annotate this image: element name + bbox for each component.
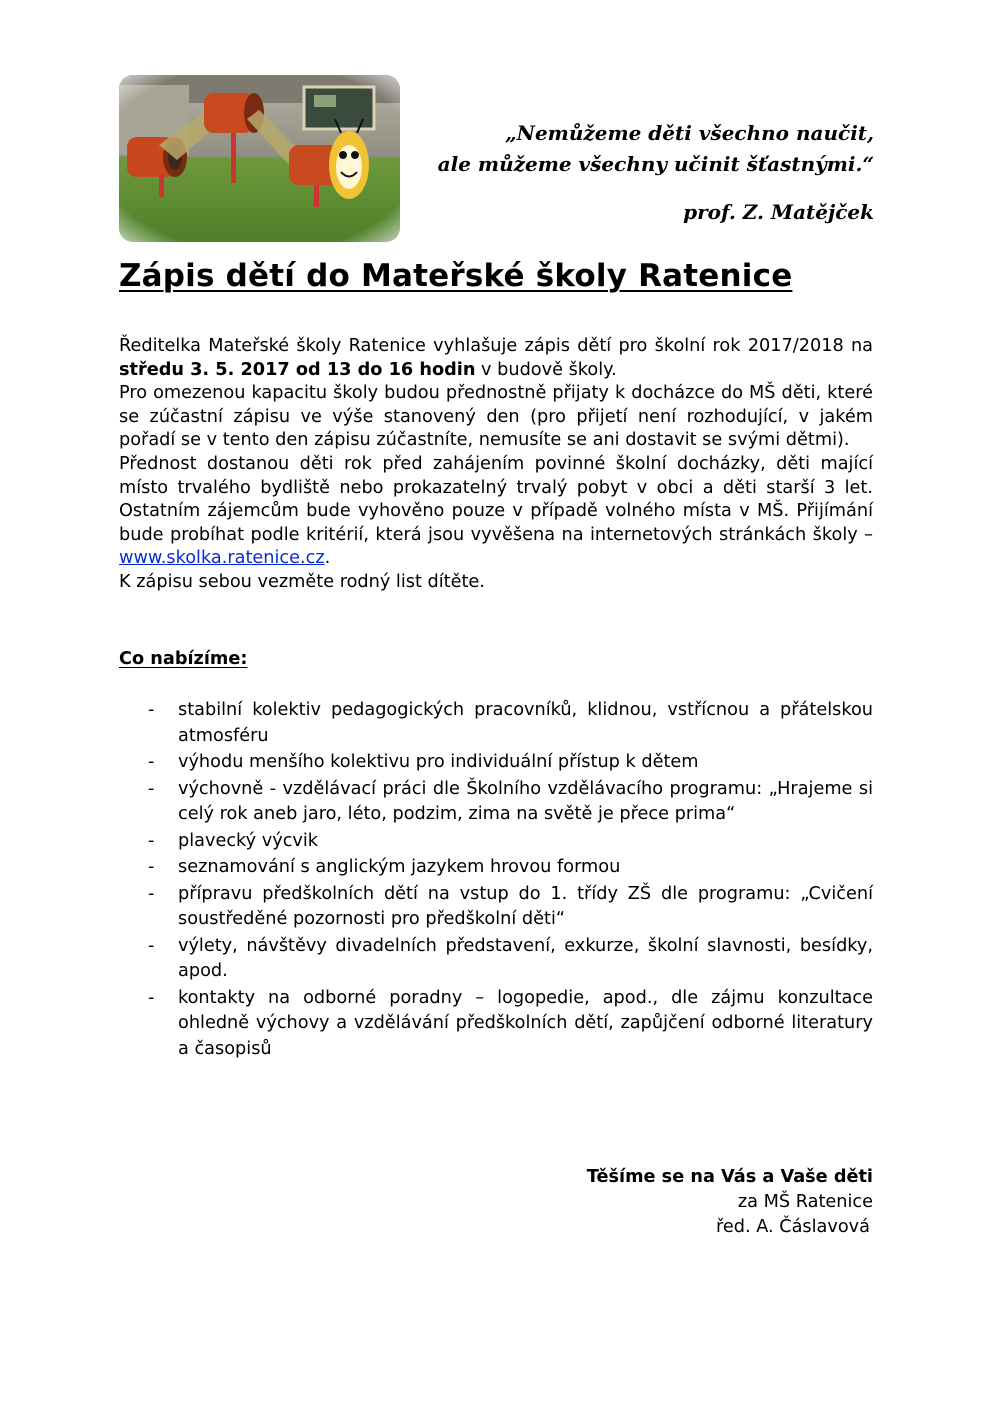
offer-list — [119, 698, 873, 1063]
intro-text-1b: v budově školy. — [475, 359, 617, 380]
list-dash: - — [148, 830, 155, 851]
intro-paragraph-4: K zápisu sebou vezměte rodný list dítěte. — [119, 571, 485, 592]
list-item-text: seznamování s anglickým jazykem hrovou formou — [178, 857, 621, 877]
list-item — [119, 698, 873, 749]
signature-greeting: Těšíme se na Vás a Vaše děti — [586, 1167, 873, 1187]
list-dash: - — [148, 700, 155, 720]
list-dash: - — [148, 778, 155, 799]
playground-image — [119, 75, 400, 242]
list-dash: - — [148, 987, 155, 1008]
quote-author: prof. Z. Matějček — [683, 200, 874, 224]
quote-line-2: ale můžeme všechny učinit šťastnými.“ — [437, 152, 874, 176]
page-title: Zápis dětí do Mateřské školy Ratenice — [119, 258, 793, 294]
list-item — [119, 750, 873, 776]
intro-paragraph-3 — [119, 453, 873, 571]
intro-paragraph-2: Pro omezenou kapacitu školy budou přednostně přijaty k docházce do MŠ děti, které se zúčastní zápisu ve výše stanovený den (pro přijetí není rozhodující, v jakém pořadí se v tento den zápisu zúčastníte, nemusíte se ani dostavit se svými dětmi). — [119, 383, 873, 451]
list-item-text: výhodu menšího kolektivu pro individuální přístup k dětem — [178, 752, 699, 772]
signature — [473, 1165, 873, 1240]
list-dash: - — [148, 935, 155, 956]
intro-text-3b: . — [324, 548, 331, 569]
list-dash: - — [148, 752, 155, 772]
list-item-text: výchovně - vzdělávací práci dle Školního vzdělávacího programu: „Hrajeme si celý rok aneb jaro, léto, podzim, zima na světě je přece prima“ — [178, 778, 873, 824]
quote-line-1: „Nemůžeme děti všechno naučit, — [505, 121, 874, 145]
list-item — [119, 934, 873, 985]
intro-text-1a: Ředitelka Mateřské školy Ratenice vyhlašuje zápis dětí pro školní rok 2017/2018 na — [119, 336, 873, 356]
list-item — [119, 986, 873, 1063]
quote — [394, 118, 874, 180]
enrollment-date: středu 3. 5. 2017 od 13 do 16 hodin — [119, 359, 476, 380]
list-item-text: výlety, návštěvy divadelních představení, exkurze, školní slavnosti, besídky, apod. — [178, 935, 873, 981]
list-item — [119, 829, 873, 855]
playground-photo — [119, 75, 400, 242]
list-item — [119, 855, 873, 881]
list-dash: - — [148, 857, 155, 877]
list-item-text: kontakty na odborné poradny – logopedie, apod., dle zájmu konzultace ohledně výchovy a vzdělávání předškolních dětí, zapůjčení odborné literatury a časopisů — [178, 987, 873, 1059]
offer-heading: Co nabízíme: — [119, 649, 248, 669]
signature-director: řed. A. Čáslavová — [715, 1217, 870, 1237]
list-item — [119, 777, 873, 828]
list-item-text: přípravu předškolních dětí na vstup do 1. třídy ZŠ dle programu: „Cvičení soustředěné pozornosti pro předškolní děti“ — [178, 883, 873, 929]
signature-organization: za MŠ Ratenice — [737, 1192, 873, 1212]
intro-text-3a: Přednost dostanou děti rok před zahájením povinné školní docházky, děti mající místo trvalého bydliště nebo prokazatelný trvalý pobyt v obci a děti starší 3 let. Ostatním zájemcům bude vyhověno pouze v případě volného místa v MŠ. Přijímání bude probíhat podle kritérií, která jsou vyvěšena na internetových stránkách školy – — [119, 453, 873, 545]
list-item-text: stabilní kolektiv pedagogických pracovníků, klidnou, vstřícnou a přátelskou atmosféru — [178, 700, 873, 746]
intro-paragraph-1 — [119, 335, 873, 382]
list-item-text: plavecký výcvik — [178, 830, 319, 851]
school-website-link[interactable]: www.skolka.ratenice.cz — [119, 548, 325, 569]
intro-text — [119, 335, 873, 595]
list-dash: - — [148, 883, 155, 904]
list-item — [119, 882, 873, 933]
